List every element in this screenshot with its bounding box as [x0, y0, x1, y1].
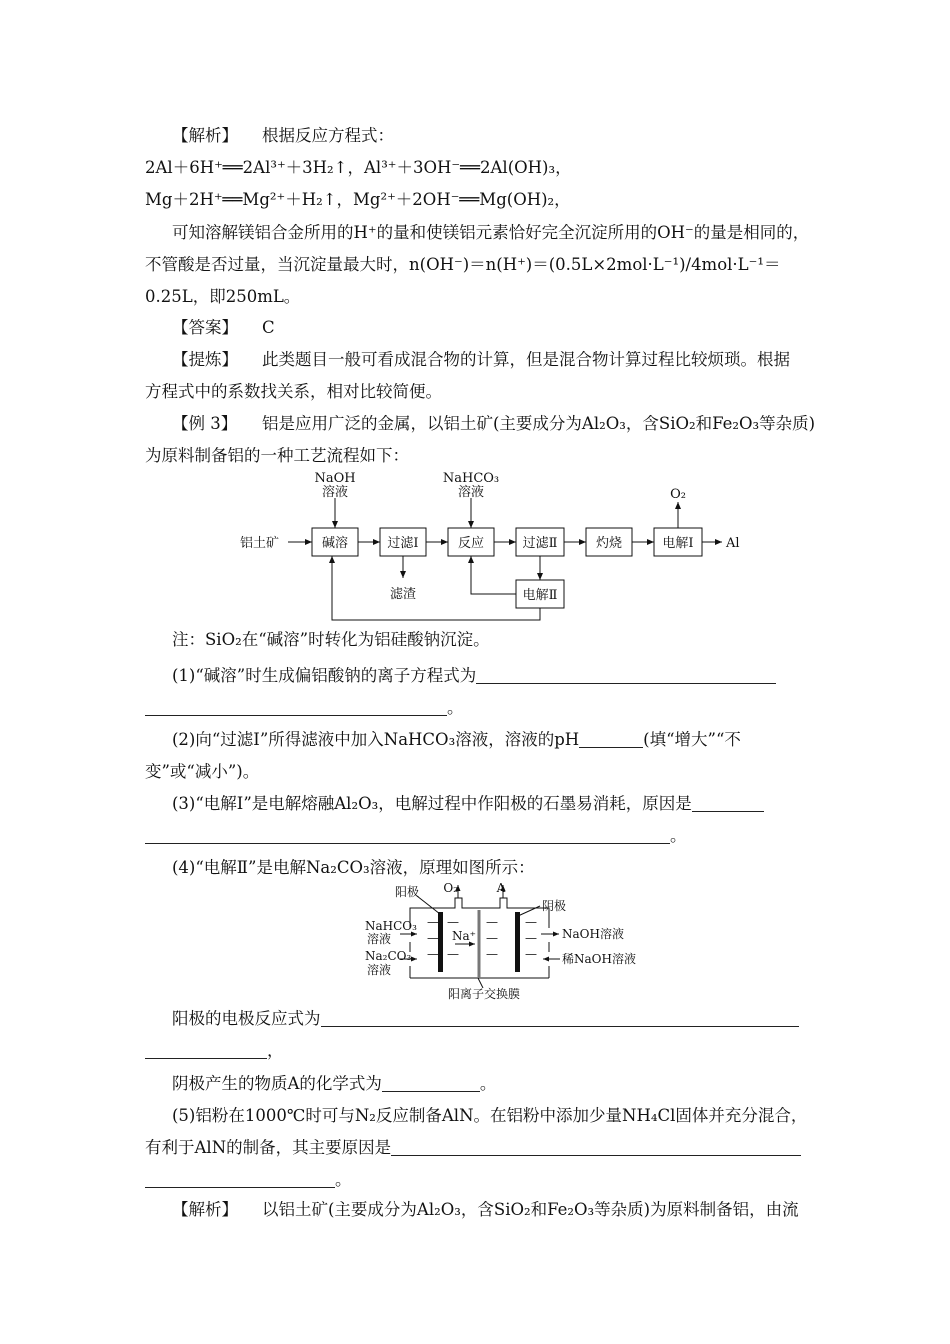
flow-box-alkali-dissolve: 碱溶	[321, 536, 349, 551]
flow-box-filter-1: 过滤Ⅰ	[387, 536, 419, 551]
flow-residue-label: 滤渣	[389, 587, 417, 602]
equation-magnesium: Mg＋2H⁺══Mg²⁺＋H₂↑，Mg²⁺＋2OH⁻══Mg(OH)₂，	[145, 190, 571, 209]
svg-text:—: —	[486, 931, 498, 945]
question-4a-end: ，	[267, 1041, 284, 1060]
analysis-text-3: 0.25L，即250mL。	[145, 287, 301, 306]
cell-membrane-label: 阳离子交换膜	[448, 987, 521, 1000]
question-1	[172, 664, 776, 688]
flow-box-reaction: 反应	[457, 536, 485, 551]
question-3-text: (3)“电解Ⅰ”是电解熔融Al₂O₃，电解过程中作阳极的石墨易消耗，原因是	[172, 794, 692, 813]
answer-blank-1a[interactable]	[476, 667, 776, 684]
flow-reagent2-line2: 溶液	[457, 485, 485, 500]
flow-box-filter-2: 过滤Ⅱ	[522, 536, 558, 551]
svg-text:—: —	[525, 947, 537, 961]
cell-outlet1-label: NaOH溶液	[562, 927, 624, 941]
tip-label: 【提炼】	[172, 350, 238, 369]
svg-text:—: —	[525, 931, 537, 945]
flow-input-label: 铝土矿	[240, 536, 280, 551]
equation-aluminum: 2Al＋6H⁺══2Al³⁺＋3H₂↑，Al³⁺＋3OH⁻══2Al(OH)₃，	[145, 158, 572, 177]
svg-text:—: —	[427, 915, 439, 929]
process-flow-diagram	[240, 470, 760, 630]
cell-inlet1-line1: NaHCO₃	[365, 919, 417, 933]
question-4a-cont	[145, 1039, 284, 1063]
question-3	[172, 792, 764, 816]
question-4a	[172, 1007, 799, 1031]
svg-text:—: —	[447, 915, 459, 929]
answer-blank-5b[interactable]	[145, 1171, 335, 1188]
question-3-end: 。	[670, 826, 687, 845]
answer-blank-4b[interactable]	[145, 1042, 267, 1059]
cell-inlet1-line2: 溶液	[367, 932, 392, 946]
answer-blank-3a[interactable]	[692, 795, 764, 812]
flow-reagent1-line2: 溶液	[321, 485, 349, 500]
question-5-end: 。	[335, 1170, 352, 1189]
svg-text:—: —	[525, 915, 537, 929]
electrolysis-cell-diagram	[355, 880, 640, 1000]
cell-anode-label: 阳极	[395, 885, 420, 899]
question-2-text-b: (填“增大”“不	[643, 730, 741, 749]
cell-inlet2-line2: 溶液	[367, 963, 392, 977]
cell-inlet2-line1: Na₂CO₃	[365, 949, 412, 963]
svg-text:—: —	[486, 947, 498, 961]
question-2	[172, 728, 741, 752]
question-4b-end: 。	[479, 1074, 497, 1093]
question-1-cont	[145, 696, 464, 720]
example-text-1: 铝是应用广泛的金属，以铝土矿(主要成分为Al₂O₃，含SiO₂和Fe₂O₃等杂质)	[262, 414, 816, 433]
answer-value: C	[262, 318, 275, 337]
question-1-text: (1)“碱溶”时生成偏铝酸钠的离子方程式为	[172, 666, 477, 685]
flow-reagent2-line1: NaHCO₃	[442, 471, 500, 486]
cell-a-label: A	[496, 881, 506, 895]
flow-box-calcine: 灼烧	[595, 536, 623, 551]
svg-text:—: —	[486, 915, 498, 929]
flow-product-label: Al	[726, 536, 740, 551]
question-4b	[172, 1072, 496, 1096]
question-5-cont	[145, 1168, 352, 1192]
example-label: 【例 3】	[172, 414, 238, 433]
note-text: 注：SiO₂在“碱溶”时转化为铝硅酸钠沉淀。	[172, 630, 490, 649]
cell-o2-label: O₂	[443, 881, 458, 895]
answer-label: 【答案】	[172, 318, 238, 337]
tip-text-1: 此类题目一般可看成混合物的计算，但是混合物计算过程比较烦琐。根据	[262, 350, 790, 369]
analysis-label: 【解析】	[172, 126, 238, 145]
answer-blank-5a[interactable]	[391, 1139, 801, 1156]
svg-text:—: —	[447, 947, 459, 961]
flow-o2-label: O₂	[670, 487, 686, 502]
answer-blank-1b[interactable]	[145, 699, 447, 716]
analysis2-text: 以铝土矿(主要成分为Al₂O₃，含SiO₂和Fe₂O₃等杂质)为原料制备铝，由流	[262, 1200, 799, 1219]
example-text-2: 为原料制备铝的一种工艺流程如下：	[145, 446, 409, 465]
question-5-text-2: 有利于AlN的制备，其主要原因是	[145, 1138, 392, 1157]
question-4b-text: 阴极产生的物质A的化学式为	[172, 1074, 382, 1093]
cell-cathode-label: 阴极	[542, 899, 567, 913]
answer-blank-4a[interactable]	[321, 1010, 799, 1027]
flow-box-electrolysis-2: 电解Ⅱ	[522, 588, 558, 603]
analysis-text-1: 可知溶解镁铝合金所用的H⁺的量和使镁铝元素恰好完全沉淀所用的OH⁻的量是相同的，	[172, 223, 810, 242]
analysis-text-2: 不管酸是否过量，当沉淀量最大时，n(OH⁻)＝n(H⁺)＝(0.5L×2mol·L⁻¹)/4mol·L⁻¹＝	[145, 255, 781, 274]
answer-blank-3b[interactable]	[145, 827, 670, 844]
answer-blank-2[interactable]	[579, 731, 643, 748]
tip-text-2: 方程式中的系数找关系，相对比较简便。	[145, 382, 442, 401]
svg-text:—: —	[427, 947, 439, 961]
question-3-cont	[145, 824, 687, 848]
question-5-text-1: (5)铝粉在1000℃时可与N₂反应制备AlN。在铝粉中添加少量NH₄Cl固体并充分混合，	[172, 1106, 808, 1125]
svg-text:—: —	[427, 931, 439, 945]
flow-box-electrolysis-1: 电解Ⅰ	[662, 536, 694, 551]
question-4a-text: 阳极的电极反应式为	[172, 1009, 321, 1028]
question-2-text-c: 变”或“减小”)。	[145, 762, 260, 781]
cell-ion-label: Na⁺	[452, 929, 476, 943]
analysis-intro: 根据反应方程式：	[262, 126, 394, 145]
answer-blank-4c[interactable]	[382, 1075, 480, 1092]
flow-reagent1-line1: NaOH	[314, 471, 356, 486]
question-2-text-a: (2)向“过滤Ⅰ”所得滤液中加入NaHCO₃溶液，溶液的pH	[172, 730, 580, 749]
question-4-text: (4)“电解Ⅱ”是电解Na₂CO₃溶液，原理如图所示：	[172, 858, 535, 877]
cell-outlet2-label: 稀NaOH溶液	[562, 952, 636, 966]
analysis2-label: 【解析】	[172, 1200, 238, 1219]
question-5	[145, 1136, 801, 1160]
question-1-end: 。	[447, 698, 464, 717]
